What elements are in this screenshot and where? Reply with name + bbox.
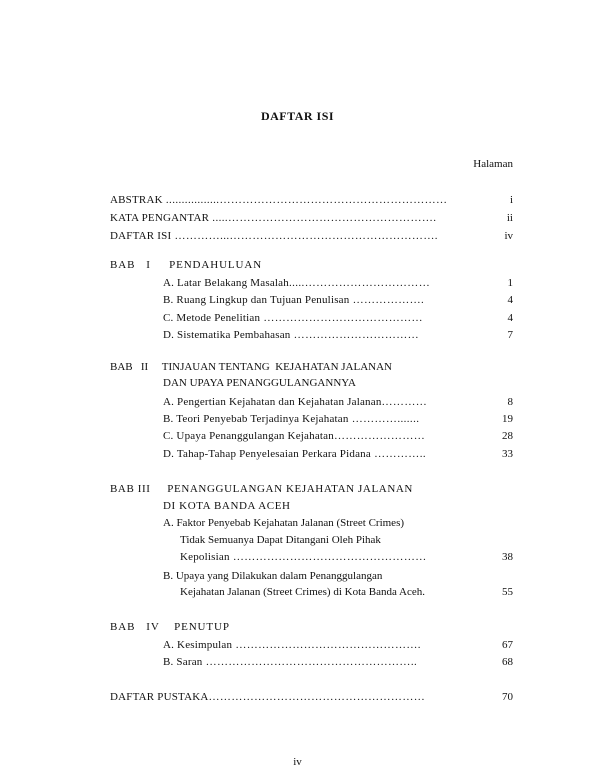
toc-entry-label: Kepolisian <box>180 551 230 563</box>
toc-entry-4a[interactable] <box>163 638 421 652</box>
toc-leader: .................…………………………………………………… <box>162 194 448 206</box>
toc-entry-label: C. Upaya Penanggulangan Kejahatan <box>163 430 334 442</box>
toc-entry-label: ABSTRAK <box>110 194 163 206</box>
toc-page-number: 7 <box>507 329 513 341</box>
toc-entry-label: A. Pengertian Kejahatan dan Kejahatan Jalanan <box>163 396 382 408</box>
toc-page-number: 19 <box>502 413 513 425</box>
toc-page-number: 33 <box>502 448 513 460</box>
halaman-label: Halaman <box>473 158 513 170</box>
toc-leader: ………….. <box>370 448 427 460</box>
toc-entry-2a[interactable] <box>163 395 427 409</box>
toc-entry-label: D. Sistematika Pembahasan <box>163 329 291 341</box>
toc-entry-3a-line3[interactable] <box>180 550 427 564</box>
toc-entry-4b[interactable] <box>163 655 417 669</box>
toc-page-number: ii <box>506 212 513 224</box>
toc-page-number: 38 <box>502 551 513 563</box>
toc-entry-3b-line2[interactable]: Kejahatan Jalanan (Street Crimes) di Kota Banda Aceh. <box>180 586 425 598</box>
toc-entry-label: C. Metode Penelitian <box>163 312 261 324</box>
toc-entry-label: DAFTAR PUSTAKA <box>110 691 209 703</box>
toc-page-number: 4 <box>507 312 513 324</box>
toc-page-number: 28 <box>502 430 513 442</box>
toc-entry-1a[interactable] <box>163 276 430 290</box>
toc-page-number: 55 <box>502 586 513 598</box>
toc-entry-3a-line2[interactable]: Tidak Semuanya Dapat Ditangani Oleh Pihak <box>180 534 381 546</box>
toc-entry-2c[interactable] <box>163 429 425 443</box>
toc-entry-1b[interactable] <box>163 293 424 307</box>
toc-leader: …………………………………… <box>260 312 423 324</box>
toc-leader: …………………… <box>333 430 426 442</box>
chapter-heading-bab-4: BAB IV PENUTUP <box>110 621 230 633</box>
toc-entry-label: DAFTAR ISI <box>110 230 172 242</box>
chapter-heading-bab-2: BAB II TINJAUAN TENTANG KEJAHATAN JALANAN <box>110 361 392 373</box>
toc-leader: ……………………………………………….. <box>202 656 418 668</box>
toc-page-number: 1 <box>507 277 513 289</box>
toc-entry-label: D. Tahap-Tahap Penyelesaian Perkara Pidana <box>163 448 371 460</box>
toc-leader: …………...………………………………………………. <box>171 230 438 242</box>
toc-leader: ………… <box>381 396 428 408</box>
toc-leader: .....…………………………… <box>288 277 431 289</box>
toc-entry-label: A. Latar Belakang Masalah <box>163 277 289 289</box>
toc-page-number: 70 <box>502 691 513 703</box>
toc-entry-label: B. Ruang Lingkup dan Tujuan Penulisan <box>163 294 350 306</box>
page-title: DAFTAR ISI <box>260 109 335 123</box>
toc-leader: …………………………………………. <box>232 639 421 651</box>
toc-leader: ………………. <box>349 294 425 306</box>
toc-leader: …………………………………………… <box>229 551 427 563</box>
toc-page-number: 68 <box>502 656 513 668</box>
chapter-heading-bab-3-cont: DI KOTA BANDA ACEH <box>163 500 291 512</box>
toc-entry-3a-line1[interactable]: A. Faktor Penyebab Kejahatan Jalanan (Street Crimes) <box>163 517 405 529</box>
chapter-heading-bab-1: BAB I PENDAHULUAN <box>110 259 263 271</box>
toc-page-number: 67 <box>502 639 513 651</box>
toc-entry-daftar-pustaka[interactable] <box>110 690 425 704</box>
footer-page-number: iv <box>293 756 302 768</box>
toc-entry-2d[interactable] <box>163 447 426 461</box>
toc-page-number: 4 <box>507 294 513 306</box>
toc-page-number: 8 <box>507 396 513 408</box>
toc-entry-3b-line1[interactable]: B. Upaya yang Dilakukan dalam Penanggulangan <box>163 570 383 582</box>
toc-leader: .....………………………………………………. <box>209 212 437 224</box>
toc-entry-1c[interactable] <box>163 311 423 325</box>
toc-leader: …………....... <box>348 413 420 425</box>
toc-entry-2b[interactable] <box>163 412 419 426</box>
toc-leader: …………………………… <box>290 329 420 341</box>
toc-entry-kata-pengantar[interactable] <box>110 211 436 225</box>
toc-entry-label: KATA PENGANTAR <box>110 212 210 224</box>
toc-leader: ………………………………………………… <box>208 691 426 703</box>
toc-page-number: iv <box>504 230 513 242</box>
chapter-heading-bab-3: BAB III PENANGGULANGAN KEJAHATAN JALANAN <box>110 483 413 495</box>
toc-entry-label: B. Teori Penyebab Terjadinya Kejahatan <box>163 413 349 425</box>
toc-entry-daftar-isi[interactable] <box>110 229 438 243</box>
toc-page-number: i <box>509 194 513 206</box>
toc-entry-label: A. Kesimpulan <box>163 639 233 651</box>
toc-entry-1d[interactable] <box>163 328 419 342</box>
chapter-heading-bab-2-cont: DAN UPAYA PENANGGULANGANNYA <box>163 377 356 389</box>
toc-entry-label: B. Saran <box>163 656 203 668</box>
toc-entry-abstrak[interactable] <box>110 193 447 207</box>
